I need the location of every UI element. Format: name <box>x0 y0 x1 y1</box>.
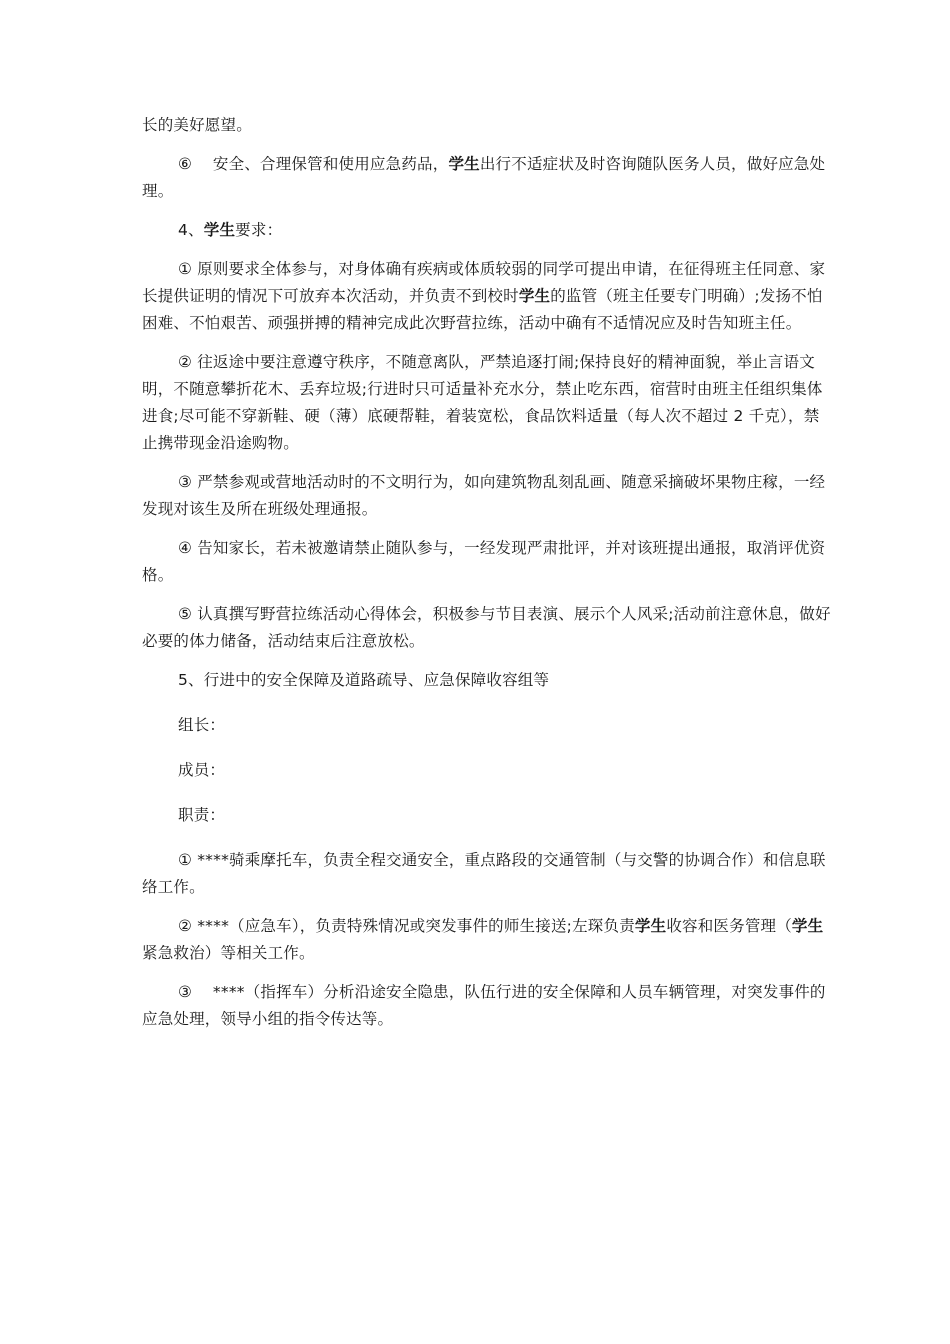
text-segment: 组长： <box>178 716 226 734</box>
bold-keyword: 学生 <box>634 917 667 935</box>
text-segment: 长的美好愿望。 <box>142 116 252 134</box>
requirement-item-2 <box>142 349 832 457</box>
bold-keyword: 学生 <box>448 155 480 173</box>
text-segment: 紧急救治）等相关工作。 <box>142 944 315 962</box>
requirement-item-3 <box>142 469 832 523</box>
text-segment: 职责： <box>178 806 226 824</box>
requirement-item-1 <box>142 256 832 337</box>
section-heading-5 <box>142 667 832 694</box>
duty-item-1 <box>142 847 832 901</box>
duty-item-3 <box>142 979 832 1033</box>
text-segment: 4、 <box>178 221 204 239</box>
text-segment: ⑥ 安全、合理保管和使用应急药品， <box>178 155 449 173</box>
text-segment: ② 往返途中要注意遵守秩序，不随意离队，严禁追逐打闹;保持良好的精神面貌，举止言语文明，不随意攀折花木、丢弃垃圾;行进时只可适量补充水分，禁止吃东西，宿营时由班主任组织集体进食;尽可能不穿新鞋、硬（薄）底硬帮鞋，着装宽松，食品饮料适量（每人次不超过 2 千克），禁止携带现金沿途购物。 <box>142 353 823 452</box>
bold-keyword: 学生 <box>203 221 236 239</box>
requirement-item-4 <box>142 535 832 589</box>
section-heading-4 <box>142 217 832 244</box>
text-segment: ① ****骑乘摩托车，负责全程交通安全，重点路段的交通管制（与交警的协调合作）和信息联络工作。 <box>142 851 826 896</box>
document-body <box>142 112 832 1045</box>
group-members-label <box>142 757 832 784</box>
text-segment: 收容和医务管理（ <box>666 917 792 935</box>
bold-keyword: 学生 <box>518 287 551 305</box>
requirement-item-5 <box>142 601 832 655</box>
text-segment: ② ****（应急车），负责特殊情况或突发事件的师生接送;左琛负责 <box>178 917 635 935</box>
bold-keyword: 学生 <box>791 917 824 935</box>
text-segment: ④ 告知家长，若未被邀请禁止随队参与，一经发现严肃批评，并对该班提出通报，取消评优资格。 <box>142 539 826 584</box>
text-segment: 5、行进中的安全保障及道路疏导、应急保障收容组等 <box>178 671 550 689</box>
text-segment: ① 原则要求全体参与，对身体确有疾病或体质较弱的同学可提出申请，在征得班主任同意、家长提供证明的情况下可放弃本次活动，并负责不到校时 <box>142 260 826 305</box>
duty-item-2 <box>142 913 832 967</box>
text-segment: 成员： <box>178 761 226 779</box>
group-leader-label <box>142 712 832 739</box>
text-segment: ③ ****（指挥车）分析沿途安全隐患，队伍行进的安全保障和人员车辆管理，对突发事件的应急处理，领导小组的指令传达等。 <box>142 983 826 1028</box>
text-segment: ③ 严禁参观或营地活动时的不文明行为，如向建筑物乱刻乱画、随意采摘破坏果物庄稼，一经发现对该生及所在班级处理通报。 <box>142 473 826 518</box>
paragraph-continuation <box>142 112 832 139</box>
duties-label <box>142 802 832 829</box>
text-segment: 要求： <box>235 221 283 239</box>
text-segment: ⑤ 认真撰写野营拉练活动心得体会，积极参与节目表演、展示个人风采;活动前注意休息，做好必要的体力储备，活动结束后注意放松。 <box>142 605 831 650</box>
text-segment: 的监管（班主任要专门明确）;发扬不怕困难、不怕艰苦、顽强拼搏的精神完成此次野营拉练，活动中确有不适情况应及时告知班主任。 <box>142 287 823 332</box>
text-segment: 出行不适症状及时咨询随队医务人员，做好应急处理。 <box>142 155 826 200</box>
paragraph-item-6 <box>142 151 832 205</box>
